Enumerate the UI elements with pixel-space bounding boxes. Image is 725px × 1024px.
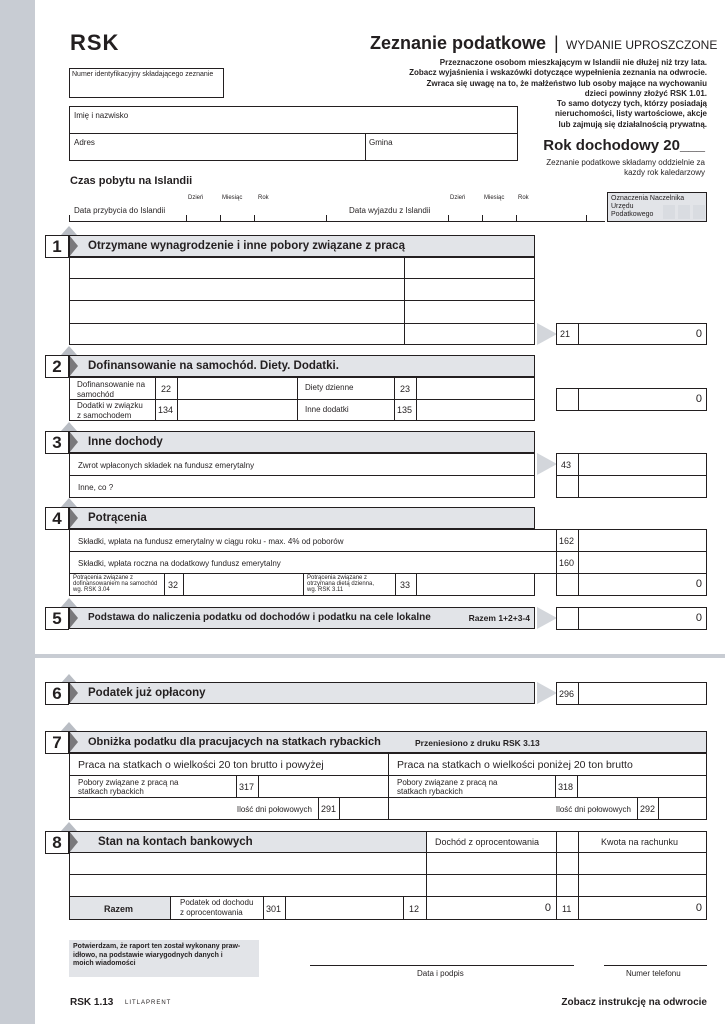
s8-tax-label: Podatek od dochodu z oprocentowania: [170, 896, 264, 920]
phone-line[interactable]: [604, 965, 707, 966]
confirmation-statement: Potwierdzam, że raport ten został wykonany praw- idłowo, na podstawie wiarygodnych danych i moich wiadomości: [69, 940, 259, 977]
section-5-header: Podstawa do naliczenia podatku od dochodów i podatku na cele lokalne Razem 1+2+3-4: [69, 607, 535, 629]
s1-code-box: 21: [556, 323, 579, 345]
municipality-field[interactable]: Gmina: [365, 133, 518, 161]
s8-amount-code: 11: [556, 896, 579, 920]
s7-right-days-label: Ilość dni połowowych: [388, 797, 638, 820]
s4-amount-1[interactable]: [578, 529, 707, 552]
s7-left-amount[interactable]: [258, 775, 389, 798]
section-4-header: Potrącenia: [69, 507, 535, 529]
arrival-month-label: Miesiąc: [222, 195, 243, 201]
s4-ded-daily-amount[interactable]: [416, 573, 535, 596]
intro-text: Przeznaczone osobom mieszkającym w Islandii nie dłużej niż trzy lata. Zobacz wyjaśnienia i wskazówki dotyczące wypełnienia zeznania na odwrocie. Zwraca się uwagę na to, że małżeństwo lub osoby mające na wychowaniu dzieci powinny złożyć RSK 1.01. To samo dotyczy tych, którzy posiadają nieruchomości, listy wartościowe, akcje lub zajmują się działalnością prywatną.: [409, 58, 707, 129]
s4-line-2: Składki, wpłata roczna na dodatkowy fundusz emerytalny: [69, 551, 557, 574]
s6-code-box: 296: [556, 682, 579, 705]
s6-amount-field[interactable]: [578, 682, 707, 705]
s7-transfer: Przeniesiono z druku RSK 3.13: [415, 738, 540, 748]
s7-right-amount[interactable]: [577, 775, 707, 798]
s8-tax-amount[interactable]: [285, 896, 404, 920]
s4-ded-car-amount[interactable]: [183, 573, 304, 596]
form-edition: WYDANIE UPROSZCZONE: [566, 38, 718, 52]
s1-row-2-amount[interactable]: [404, 278, 535, 301]
departure-month-label: Miesiąc: [484, 195, 505, 201]
s7-right-pay-label: Pobory związane z pracą na statkach rybackich: [388, 775, 556, 798]
s4-ded-daily-label: Potrącenia związane z otrzymana dietą dzienna, wg. RSK 3.11: [303, 573, 396, 596]
s4-code-1: 162: [556, 529, 579, 552]
year-note-1: Zeznanie podatkowe składamy oddzielnie za: [546, 158, 705, 167]
s3-pension-amount[interactable]: [578, 453, 707, 476]
phone-label: Numer telefonu: [626, 969, 681, 978]
section-3-header: Inne dochody: [69, 431, 535, 453]
s8-row-1-interest[interactable]: [426, 852, 557, 875]
s2-daily-code: 23: [394, 377, 417, 400]
s1-row-4-amount[interactable]: [404, 323, 535, 345]
section-7-header: Obniżka podatku dla pracujacych na statkach rybackich Przeniesiono z druku RSK 3.13: [69, 731, 707, 753]
s8-amount-head: Kwota na rachunku: [578, 831, 707, 853]
s8-tax-code: 301: [263, 896, 286, 920]
s2-daily-amount[interactable]: [416, 377, 535, 400]
tax-id-field[interactable]: Numer identyfikacyjny składającego zeznanie: [69, 68, 224, 98]
s8-row-2-amount[interactable]: [578, 874, 707, 897]
title-separator: |: [554, 33, 559, 53]
s8-row-1-bank[interactable]: [69, 852, 427, 875]
s4-code-2: 160: [556, 551, 579, 574]
s7-left-days-field[interactable]: [339, 797, 389, 820]
s2-other-label: Inne dodatki: [297, 399, 395, 421]
page-divider: [35, 654, 725, 658]
stay-title: Czas pobytu na Islandii: [70, 175, 193, 187]
s8-row-2-bank[interactable]: [69, 874, 427, 897]
section-4-number: 4: [45, 507, 69, 530]
signature-line[interactable]: [310, 965, 574, 966]
s2-other-amount[interactable]: [416, 399, 535, 421]
s8-interest-head: Dochód z oprocentowania: [426, 831, 557, 853]
section-1-header: Otrzymane wynagrodzenie i inne pobory związane z pracą: [69, 235, 535, 257]
s5-pointer: [537, 607, 557, 629]
s3-other-amount[interactable]: [578, 475, 707, 498]
s4-line-1: Składki, wpłata na fundusz emerytalny w ciągu roku - max. 4% od poborów: [69, 529, 557, 552]
section-8-number: 8: [45, 831, 69, 854]
s4-total-field[interactable]: 0: [578, 573, 707, 596]
s7-right-head: Praca na statkach o wielkości poniżej 20 ton brutto: [388, 753, 707, 776]
s4-amount-2[interactable]: [578, 551, 707, 574]
s2-total-field[interactable]: 0: [578, 388, 707, 411]
arrival-date-field[interactable]: Data przybycia do Islandii: [74, 206, 166, 215]
s6-pointer: [537, 682, 557, 704]
s1-pointer: [537, 323, 557, 345]
rsk-logo: RSK: [70, 30, 120, 55]
s2-car-label: Dofinansowanie na samochód: [69, 377, 156, 400]
section-1-number: 1: [45, 235, 69, 258]
section-5-number: 5: [45, 607, 69, 630]
s7-left-head: Praca na statkach o wielkości 20 ton brutto i powyżej: [69, 753, 389, 776]
left-margin-strip: [0, 0, 35, 1024]
name-field[interactable]: Imię i nazwisko: [69, 106, 518, 134]
s3-code-box: 43: [556, 453, 579, 476]
s7-right-days-code: 292: [637, 797, 659, 820]
s4-ded-car-code: 32: [164, 573, 184, 596]
s1-row-4-desc[interactable]: [69, 323, 405, 345]
s1-total-field[interactable]: 0: [578, 323, 707, 345]
s7-left-pay-label: Pobory związane z pracą na statkach rybackich: [69, 775, 237, 798]
s3-other-row: Inne, co ?: [69, 475, 535, 498]
tax-office-box: Oznaczenia Naczelnika Urzędu Podatkowego: [607, 192, 707, 222]
s3-pointer: [537, 453, 557, 475]
s7-left-days-label: Ilość dni połowowych: [69, 797, 319, 820]
see-back-note: Zobacz instrukcję na odwrocie: [561, 997, 707, 1008]
s2-daily-label: Diety dzienne: [297, 377, 395, 400]
s8-row-2-interest[interactable]: [426, 874, 557, 897]
s1-row-1-amount[interactable]: [404, 257, 535, 279]
s2-car-code: 22: [155, 377, 178, 400]
section-3-number: 3: [45, 431, 69, 454]
s5-total-field[interactable]: 0: [578, 607, 707, 630]
s5-code-box: [556, 607, 579, 630]
s1-row-1-desc[interactable]: [69, 257, 405, 279]
s2-allow-label: Dodatki w związku z samochodem: [69, 399, 156, 421]
departure-day-label: Dzień: [450, 195, 466, 201]
section-7-number: 7: [45, 731, 69, 754]
form-id: RSK 1.13: [70, 997, 114, 1008]
address-field[interactable]: Adres: [69, 133, 366, 161]
section-6-header: Podatek już opłacony: [69, 682, 535, 704]
form-title: Zeznanie podatkowe: [370, 33, 547, 53]
s2-allow-amount[interactable]: [177, 399, 298, 421]
section-2-header: Dofinansowanie na samochód. Diety. Dodatki.: [69, 355, 535, 377]
section-8-header: Stan na kontach bankowych: [69, 831, 427, 853]
s8-head-spacer: [556, 831, 579, 853]
s5-sum-label: Razem 1+2+3-4: [468, 613, 530, 623]
s2-car-amount[interactable]: [177, 377, 298, 400]
s8-interest-code: 12: [403, 896, 427, 920]
printer-name: LITLAPRENT: [125, 1000, 172, 1006]
s8-total-label: Razem: [69, 896, 171, 920]
date-sign-label: Data i podpis: [417, 969, 464, 978]
s1-row-3-amount[interactable]: [404, 300, 535, 324]
s7-left-code: 317: [236, 775, 259, 798]
s3-pension-row: Zwrot wpłaconych składek na fundusz emerytalny: [69, 453, 535, 476]
departure-year-label: Rok: [518, 195, 529, 201]
arrival-day-label: Dzień: [188, 195, 204, 201]
stay-baseline: [69, 221, 605, 222]
s1-row-2-desc[interactable]: [69, 278, 405, 301]
s7-left-days-code: 291: [318, 797, 340, 820]
year-note-2: kazdy rok kaledarzowy: [624, 168, 705, 177]
departure-date-field[interactable]: Data wyjazdu z Islandii: [349, 206, 431, 215]
s4-code-total: [556, 573, 579, 596]
s2-other-code: 135: [394, 399, 417, 421]
section-6-number: 6: [45, 682, 69, 705]
s4-ded-daily-code: 33: [395, 573, 417, 596]
arrival-year-label: Rok: [258, 195, 269, 201]
s7-right-code: 318: [555, 775, 578, 798]
s1-row-3-desc[interactable]: [69, 300, 405, 324]
s8-amount-total[interactable]: 0: [578, 896, 707, 920]
s8-interest-total[interactable]: 0: [426, 896, 557, 920]
s2-code-box: [556, 388, 579, 411]
section-2-number: 2: [45, 355, 69, 378]
income-year[interactable]: Rok dochodowy 20___: [543, 137, 705, 154]
s8-row-1-amount[interactable]: [578, 852, 707, 875]
s7-right-days-field[interactable]: [658, 797, 707, 820]
s4-ded-car-label: Potrącenia związane z dofinansowaniem na samochód wg. RSK 3.04: [69, 573, 165, 596]
s3-other-code: [556, 475, 579, 498]
s2-allow-code: 134: [155, 399, 178, 421]
